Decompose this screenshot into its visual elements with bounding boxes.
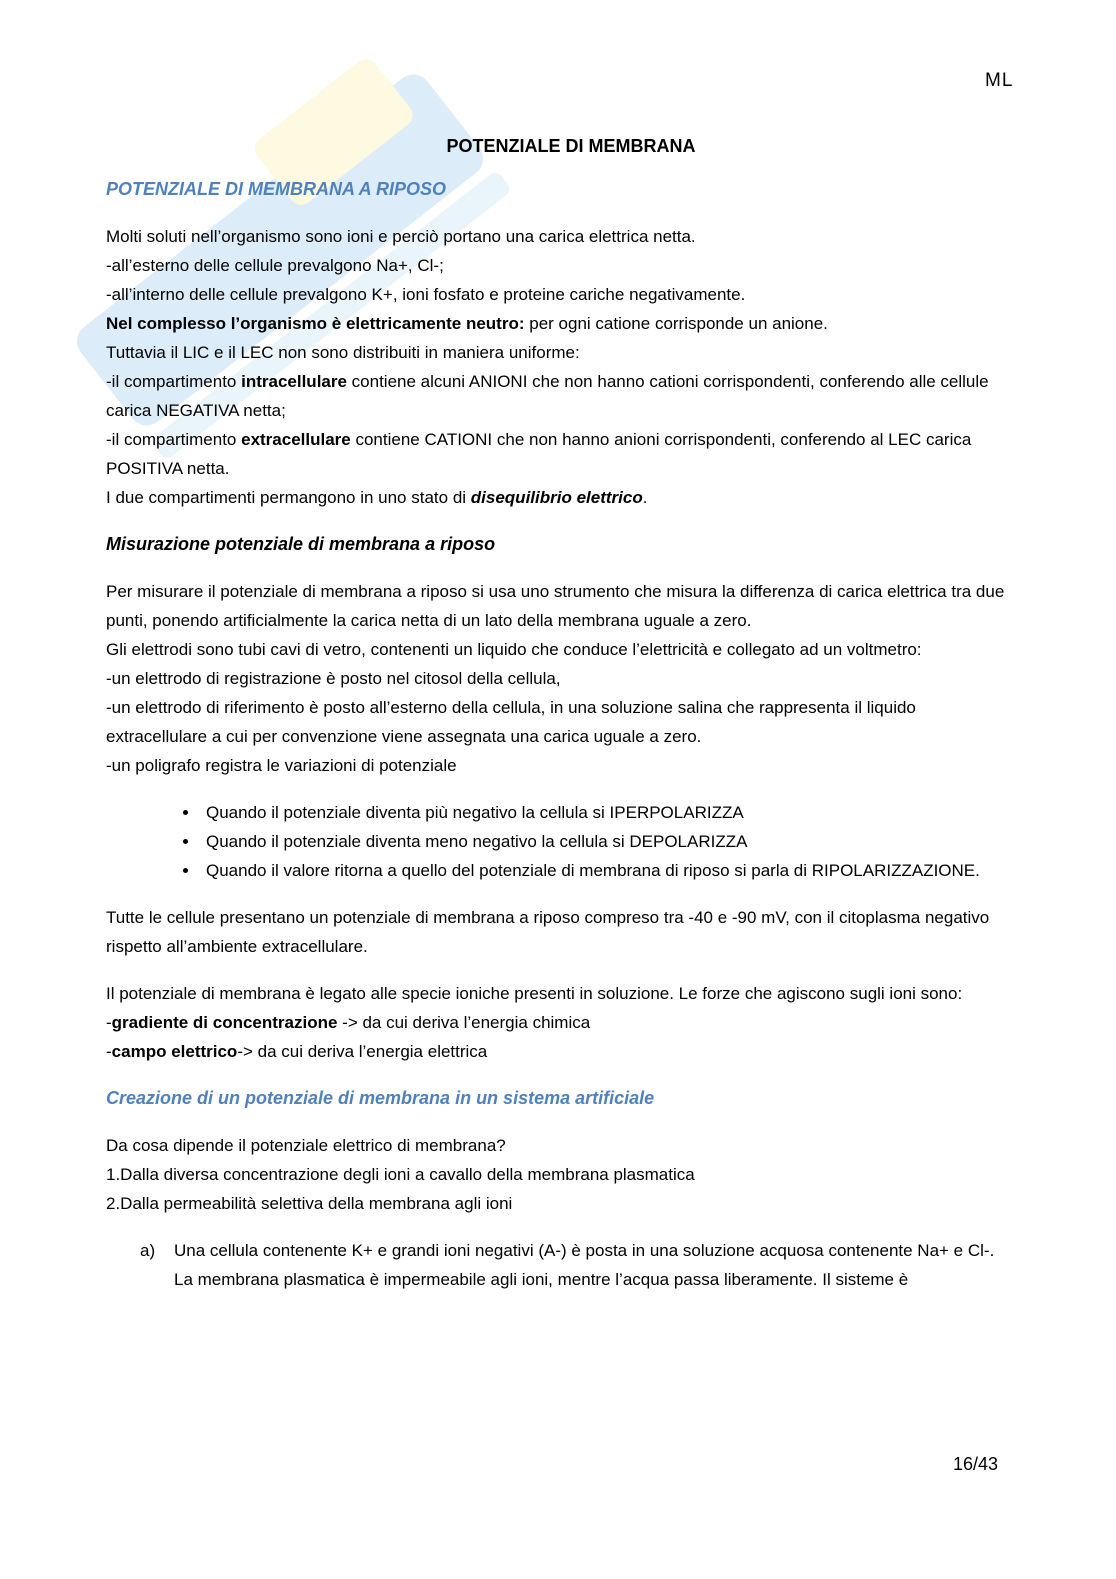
text-line: Tuttavia il LIC e il LEC non sono distribuiti in maniera uniforme: — [106, 343, 580, 362]
text-line: 2.Dalla permeabilità selettiva della membrana agli ioni — [106, 1194, 513, 1213]
text-line: -un elettrodo di riferimento è posto all’esterno della cellula, in una soluzione salina che rappresenta il liquido extracellulare a cui per convenzione viene assegnata una carica uguale a zero. — [106, 698, 916, 746]
paragraph — [106, 222, 1006, 512]
list-item: • Quando il potenziale diventa meno negativo la cellula si DEPOLARIZZA — [200, 827, 1006, 856]
text-line: -il compartimento intracellulare contiene alcuni ANIONI che non hanno cationi corrispondenti, conferendo alle cellule carica NEGATIVA netta; — [106, 372, 989, 420]
bullet-list — [106, 798, 1006, 885]
text-line: Gli elettrodi sono tubi cavi di vetro, contenenti un liquido che conduce l’elettricità e collegato ad un voltmetro: — [106, 640, 922, 659]
page-number: 16/43 — [953, 1454, 999, 1474]
document-body — [106, 132, 1006, 1294]
text-line: -il compartimento extracellulare contiene CATIONI che non hanno anioni corrispondenti, conferendo al LEC carica POSITIVA netta. — [106, 430, 972, 478]
text-line: Da cosa dipende il potenziale elettrico di membrana? — [106, 1136, 506, 1155]
paragraph — [106, 1131, 1006, 1218]
page-title: POTENZIALE DI MEMBRANA — [446, 136, 696, 156]
text-line: -all’esterno delle cellule prevalgono Na+, Cl-; — [106, 256, 444, 275]
list-marker: a) — [140, 1241, 156, 1260]
bold-text: extracellulare — [241, 430, 351, 449]
list-item: • Quando il valore ritorna a quello del potenziale di membrana di riposo si parla di RIPOLARIZZAZIONE. — [200, 856, 1006, 885]
paragraph — [106, 577, 1006, 780]
text-line: I due compartimenti permangono in uno stato di disequilibrio elettrico. — [106, 488, 648, 507]
text-line: -campo elettrico-> da cui deriva l’energia elettrica — [106, 1042, 488, 1061]
text-line: -un elettrodo di registrazione è posto nel citosol della cellula, — [106, 669, 561, 688]
paragraph: Tutte le cellule presentano un potenziale di membrana a riposo compreso tra -40 e -90 mV, con il citoplasma negativo rispetto all’ambiente extracellulare. — [106, 908, 990, 956]
bold-text: Nel complesso l’organismo è elettricamente neutro: — [106, 314, 525, 333]
list-item — [140, 1236, 1006, 1294]
lettered-list — [106, 1236, 1006, 1294]
text-line: Molti soluti nell’organismo sono ioni e perciò portano una carica elettrica netta. — [106, 227, 696, 246]
text-line: -un poligrafo registra le variazioni di potenziale — [106, 756, 457, 775]
section-heading-resting-potential: POTENZIALE DI MEMBRANA A RIPOSO — [106, 179, 447, 199]
list-item: • Quando il potenziale diventa più negativo la cellula si IPERPOLARIZZA — [200, 798, 1006, 827]
text-line: 1.Dalla diversa concentrazione degli ioni a cavallo della membrana plasmatica — [106, 1165, 695, 1184]
paragraph — [106, 979, 1006, 1066]
text-line: -all’interno delle cellule prevalgono K+, ioni fosfato e proteine cariche negativamente. — [106, 285, 746, 304]
header-initials: ML — [985, 70, 1014, 91]
text-line: Nel complesso l’organismo è elettricamente neutro: per ogni catione corrisponde un anione. — [106, 314, 828, 333]
bold-text: gradiente di concentrazione — [111, 1013, 338, 1032]
text-line: -gradiente di concentrazione -> da cui deriva l’energia chimica — [106, 1013, 591, 1032]
list-item-text: Una cellula contenente K+ e grandi ioni negativi (A-) è posta in una soluzione acquosa contenente Na+ e Cl-. La membrana plasmatica è impermeabile agli ioni, mentre l’acqua passa liberamente. Il sisteme è — [174, 1241, 995, 1289]
section-heading-artificial-system: Creazione di un potenziale di membrana in un sistema artificiale — [106, 1088, 655, 1108]
section-heading-measurement: Misurazione potenziale di membrana a riposo — [106, 534, 496, 554]
bold-text: campo elettrico — [111, 1042, 238, 1061]
bold-text: intracellulare — [241, 372, 347, 391]
text-line: Per misurare il potenziale di membrana a riposo si usa uno strumento che misura la differenza di carica elettrica tra due punti, ponendo artificialmente la carica netta di un lato della membrana uguale a zero. — [106, 582, 1005, 630]
text-line: Il potenziale di membrana è legato alle specie ioniche presenti in soluzione. Le forze che agiscono sugli ioni sono: — [106, 984, 963, 1003]
emphasis-text: disequilibrio elettrico — [470, 488, 643, 507]
